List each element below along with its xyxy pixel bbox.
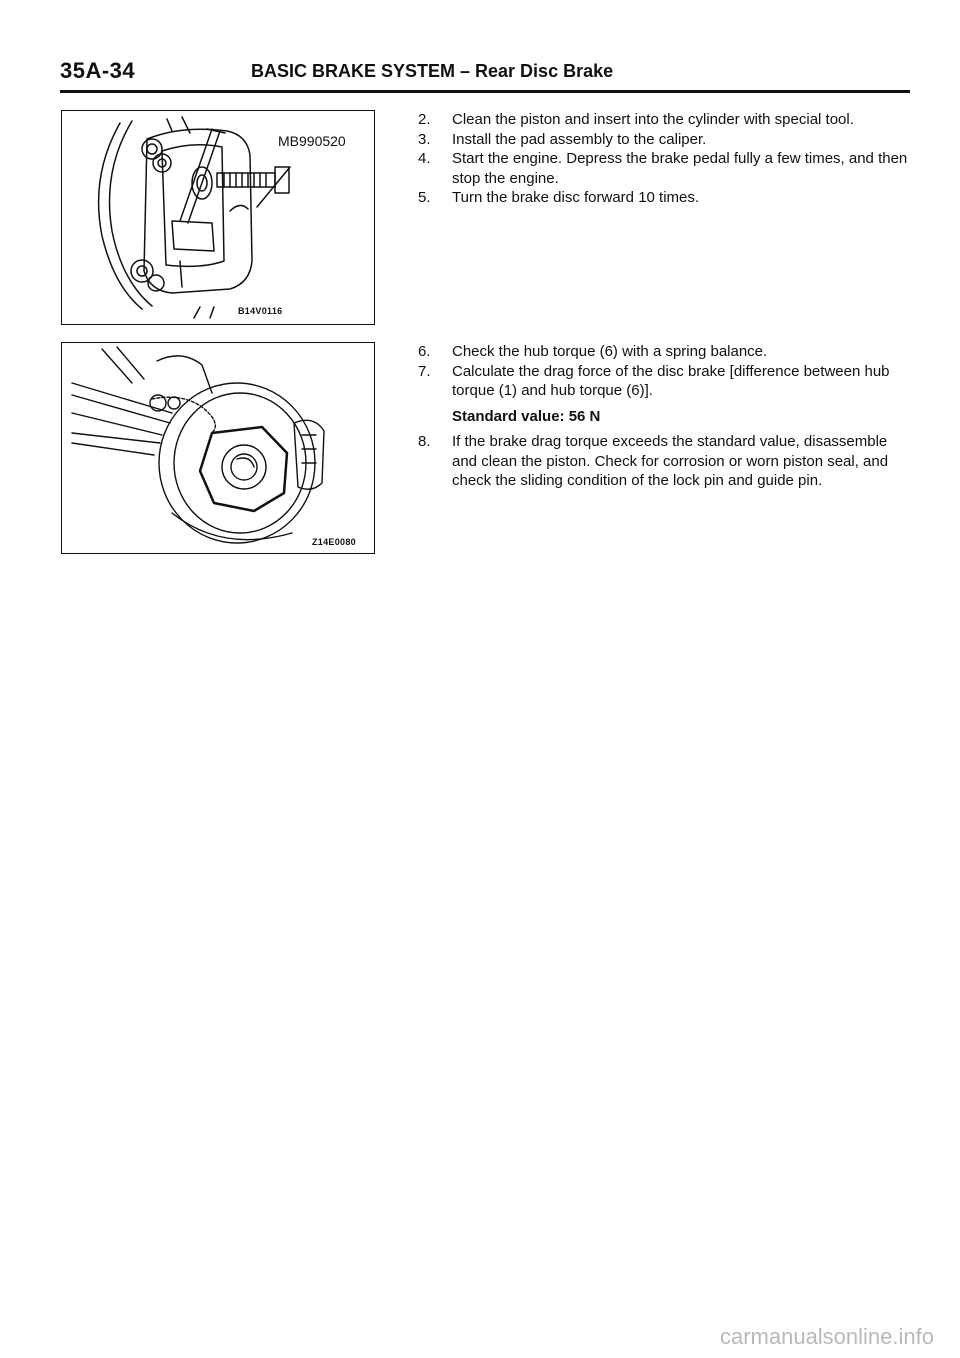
step-text: Install the pad assembly to the caliper. (452, 130, 707, 148)
step-text: Check the hub torque (6) with a spring balance. (452, 343, 768, 360)
step-number: 8. (418, 433, 431, 450)
watermark: carmanualsonline.info (719, 1324, 934, 1349)
step-text: Turn the brake disc forward 10 times. (452, 189, 700, 206)
procedure-steps-2-5 (390, 110, 910, 208)
step-text: Start the engine. Depress the brake pedal fully a few times, and then stop the engine. (452, 150, 908, 187)
header-rule (60, 90, 910, 93)
page-number: 35A-34 (60, 58, 136, 83)
tool-label: MB990520 (278, 133, 346, 149)
step-text: Clean the piston and insert into the cylinder with special tool. (452, 111, 854, 128)
step-number: 5. (418, 189, 431, 206)
page-title: BASIC BRAKE SYSTEM – Rear Disc Brake (251, 61, 614, 81)
figure-hub-disc (61, 342, 375, 554)
step-item (390, 110, 910, 130)
step-number: 2. (418, 111, 431, 128)
step-text: Calculate the drag force of the disc brake [difference between hub torque (1) and hub torque (6)]. (452, 362, 890, 399)
figure-code: Z14E0080 (312, 537, 356, 547)
step-text: If the brake drag torque exceeds the standard value, disassemble and clean the piston. Check for corrosion or worn piston seal, and check the sliding condition of the lock pin and guide pin. (452, 433, 889, 489)
step-item (390, 188, 910, 208)
step-item (390, 432, 910, 491)
step-item (390, 130, 910, 150)
step-number: 4. (418, 150, 431, 167)
page-header (60, 58, 910, 88)
step-item (390, 149, 910, 188)
step-item (390, 362, 910, 401)
step-number: 6. (418, 343, 431, 360)
standard-value: Standard value: 56 N (452, 407, 601, 425)
figure-code: B14V0116 (238, 306, 283, 316)
figure-caliper-tool (61, 110, 375, 325)
hub-disc-illustration (62, 343, 374, 553)
step-item (390, 342, 910, 362)
step-number: 3. (418, 130, 431, 148)
step-number: 7. (418, 362, 431, 380)
procedure-steps-6-8 (390, 342, 910, 491)
